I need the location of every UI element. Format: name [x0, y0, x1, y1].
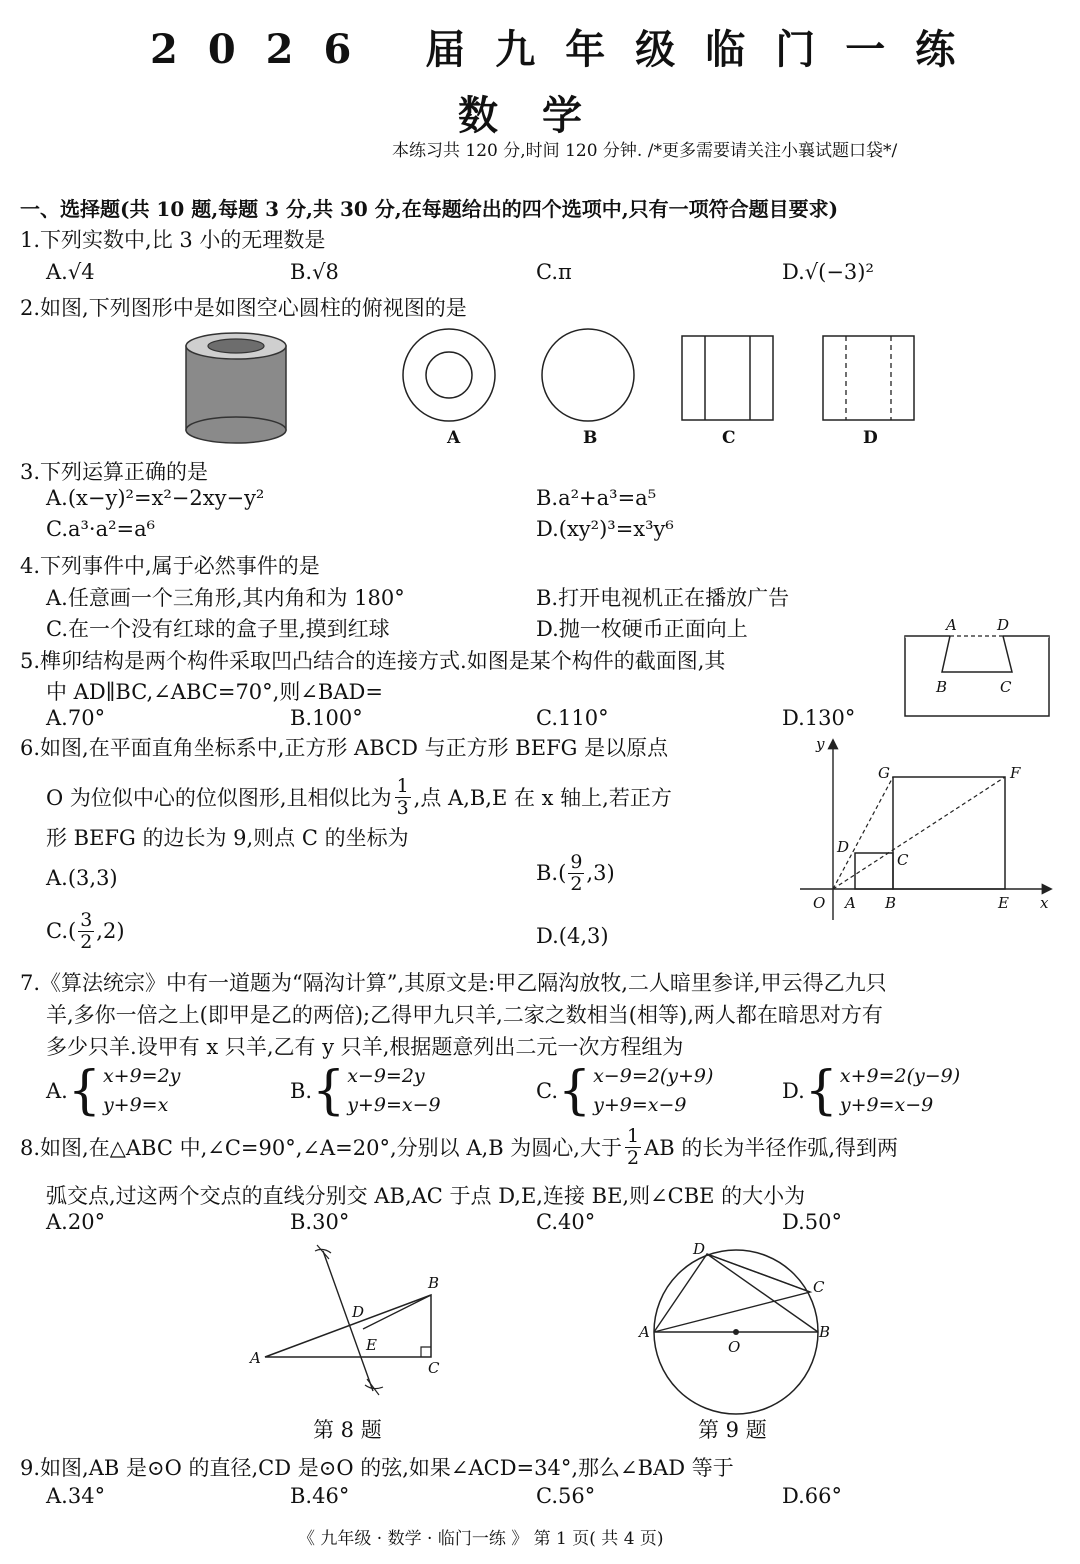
q7-option-a-brace: { [67, 1061, 101, 1121]
q6-option-c-pre: C.( [46, 919, 77, 944]
q9-circle-figure [635, 1240, 845, 1415]
q5-line2: 中 AD∥BC,∠ABC=70°,则∠BAD= [46, 680, 383, 704]
q2-figures [0, 330, 1080, 450]
q6-option-d: D.(4,3) [536, 924, 609, 948]
q5-option-d: D.130° [782, 706, 856, 730]
q7-option-a [46, 1062, 180, 1120]
q1-option-c: C.π [536, 260, 572, 284]
q6-option-b-fraction [568, 852, 584, 895]
q6-option-b-post: ,3) [586, 861, 615, 886]
q6-ratio-num: 1 [396, 775, 409, 797]
q7-c-eq2: y+9=x−9 [593, 1094, 687, 1116]
q6-label-e: E [998, 894, 1009, 912]
q6-label-c: C [897, 851, 909, 869]
q7-b-eq2: y+9=x−9 [347, 1094, 441, 1116]
q6-label-x: x [1040, 894, 1049, 912]
q6-line2 [46, 776, 672, 819]
q7-b-eq1: x−9=2y [347, 1065, 425, 1087]
q3-option-b: B.a²+a³=a⁵ [536, 486, 657, 510]
q5-label-a: A [946, 616, 957, 634]
q7-option-d-brace: { [804, 1061, 838, 1121]
q8-label-c: C [428, 1359, 440, 1377]
q2-stem: 2.如图,下列图形中是如图空心圆柱的俯视图的是 [20, 296, 467, 320]
q6-option-b-pre: B.( [536, 861, 567, 886]
q8-line2: 弧交点,过这两个交点的直线分别交 AB,AC 于点 D,E,连接 BE,则∠CBE 的大小为 [46, 1184, 806, 1208]
q8-half-den: 2 [626, 1146, 640, 1169]
option-b-circle-figure [542, 329, 634, 421]
q5-option-a: A.70° [46, 706, 106, 730]
q8-caption: 第 8 题 [313, 1418, 382, 1442]
q7-line1: 7.《算法统宗》中有一道题为“隔沟计算”,其原文是:甲乙隔沟放牧,二人暗里参详,甲云得乙九只 [20, 971, 887, 995]
q4-stem: 4.下列事件中,属于必然事件的是 [20, 554, 320, 578]
q7-option-c-system [593, 1062, 713, 1120]
q5-label-c: C [1000, 678, 1012, 696]
q6-option-b [536, 852, 615, 895]
q6-label-o: O [813, 894, 826, 912]
q7-option-d [782, 1062, 960, 1120]
q8-option-b: B.30° [290, 1210, 350, 1234]
q3-option-a: A.(x−y)²=x²−2xy−y² [46, 486, 265, 510]
q3-stem: 3.下列运算正确的是 [20, 460, 209, 484]
q4-option-d: D.抛一枚硬币正面向上 [536, 617, 748, 641]
q7-option-c [536, 1062, 713, 1120]
q2-label-b: B [583, 428, 598, 448]
q6-option-c-den: 2 [80, 930, 93, 953]
q1-option-d: D.√(−3)² [782, 260, 874, 284]
q7-option-d-label: D. [782, 1079, 805, 1103]
q6-line2-end: ,点 A,B,E 在 x 轴上,若正方 [413, 786, 672, 811]
option-a-ring-figure [403, 329, 495, 421]
q5-option-c: C.110° [536, 706, 609, 730]
q6-label-f: F [1010, 764, 1021, 782]
q8-line1-start: 8.如图,在△ABC 中,∠C=90°,∠A=20°,分别以 A,B 为圆心,大于 [20, 1136, 622, 1161]
option-d-dashed-rect-figure [823, 336, 914, 420]
q5-option-b: B.100° [290, 706, 363, 730]
subject-title: 数学 [458, 92, 626, 139]
q6-coordinate-figure [800, 735, 1060, 925]
q6-label-g: G [878, 764, 890, 782]
q1-option-b: B.√8 [290, 260, 339, 284]
q6-option-a: A.(3,3) [46, 866, 118, 890]
q9-label-a: A [639, 1323, 650, 1341]
q8-line1 [20, 1126, 898, 1169]
q6-label-a: A [845, 894, 856, 912]
q8-label-e: E [366, 1336, 377, 1354]
q1-option-a: A.√4 [46, 260, 95, 284]
exam-note: 本练习共 120 分,时间 120 分钟. /*更多需要请关注小襄试题口袋*/ [392, 141, 898, 161]
q8-line1-end: AB 的长为半径作弧,得到两 [644, 1136, 899, 1161]
q6-option-c-fraction [78, 910, 94, 953]
q9-label-c: C [813, 1278, 825, 1296]
q7-option-c-label: C. [536, 1079, 558, 1103]
q6-option-b-num: 9 [570, 851, 583, 873]
q6-ratio-fraction [395, 776, 411, 819]
q8-half-num: 1 [626, 1125, 640, 1147]
q6-label-y: y [816, 735, 825, 753]
q2-label-d: D [863, 428, 878, 448]
q9-label-d: D [693, 1240, 706, 1258]
q2-label-c: C [722, 428, 736, 448]
q9-option-a: A.34° [46, 1484, 106, 1508]
q8-label-b: B [428, 1274, 440, 1292]
q6-line3: 形 BEFG 的边长为 9,则点 C 的坐标为 [46, 826, 409, 850]
q7-option-a-system [103, 1062, 180, 1120]
q9-label-o: O [728, 1338, 741, 1356]
q6-line2-start: O 为位似中心的位似图形,且相似比为 [46, 786, 392, 811]
q9-option-c: C.56° [536, 1484, 596, 1508]
option-c-rect-figure [682, 336, 773, 420]
q7-line2: 羊,多你一倍之上(即甲是乙的两倍);乙得甲九只羊,二家之数相当(相等),两人都在暗思对方有 [46, 1003, 883, 1027]
q3-option-d: D.(xy²)³=x³y⁶ [536, 517, 674, 541]
q6-option-c [46, 910, 125, 953]
q7-a-eq2: y+9=x [102, 1094, 169, 1116]
q5-line1: 5.榫卯结构是两个构件采取凹凸结合的连接方式.如图是某个构件的截面图,其 [20, 649, 726, 673]
q7-option-b-system [347, 1062, 440, 1120]
q8-option-a: A.20° [46, 1210, 106, 1234]
q4-option-a: A.任意画一个三角形,其内角和为 180° [46, 586, 405, 610]
q7-option-b [290, 1062, 441, 1120]
page-title: 2026 届九年级临门一练 [150, 26, 986, 73]
q6-option-c-post: ,2) [96, 919, 125, 944]
q7-a-eq1: x+9=2y [102, 1065, 181, 1087]
q9-option-d: D.66° [782, 1484, 842, 1508]
q8-triangle-figure [245, 1245, 455, 1405]
q8-option-d: D.50° [782, 1210, 842, 1234]
q7-option-b-brace: { [312, 1061, 346, 1121]
q7-d-eq2: y+9=x−9 [839, 1094, 934, 1116]
q5-label-b: B [936, 678, 948, 696]
q6-label-d: D [837, 838, 850, 856]
q7-c-eq1: x−9=2(y+9) [593, 1065, 714, 1087]
q8-half-fraction [625, 1126, 641, 1169]
q6-line1: 6.如图,在平面直角坐标系中,正方形 ABCD 与正方形 BEFG 是以原点 [20, 736, 669, 760]
section-heading: 一、选择题(共 10 题,每题 3 分,共 30 分,在每题给出的四个选项中,只有一项符合题目要求) [20, 197, 839, 221]
q1-stem: 1.下列实数中,比 3 小的无理数是 [20, 228, 326, 252]
q9-label-b: B [819, 1323, 831, 1341]
q7-line3: 多少只羊.设甲有 x 只羊,乙有 y 只羊,根据题意列出二元一次方程组为 [46, 1035, 684, 1059]
q6-option-b-den: 2 [570, 872, 583, 895]
q4-option-c: C.在一个没有红球的盒子里,摸到红球 [46, 617, 390, 641]
q4-option-b: B.打开电视机正在播放广告 [536, 586, 790, 610]
q8-option-c: C.40° [536, 1210, 596, 1234]
q6-option-c-num: 3 [80, 909, 93, 931]
q6-ratio-den: 3 [396, 796, 409, 819]
q7-option-a-label: A. [46, 1079, 68, 1103]
q9-caption: 第 9 题 [698, 1418, 767, 1442]
q3-option-c: C.a³·a²=a⁶ [46, 517, 156, 541]
q5-label-d: D [997, 616, 1010, 634]
q2-label-a: A [447, 428, 461, 448]
q9-stem: 9.如图,AB 是⊙O 的直径,CD 是⊙O 的弦,如果∠ACD=34°,那么∠BAD 等于 [20, 1456, 734, 1480]
hollow-cylinder-figure [186, 333, 286, 443]
page-footer: 《 九年级 · 数学 · 临门一练 》 第 1 页( 共 4 页) [298, 1529, 664, 1549]
q8-label-d: D [352, 1303, 365, 1321]
q5-figure [900, 612, 1060, 722]
q9-option-b: B.46° [290, 1484, 350, 1508]
q8-label-a: A [250, 1349, 261, 1367]
q7-option-d-system [840, 1062, 960, 1120]
q7-option-b-label: B. [290, 1079, 313, 1103]
q7-option-c-brace: { [558, 1061, 592, 1121]
q7-d-eq1: x+9=2(y−9) [839, 1065, 961, 1087]
q6-label-b: B [885, 894, 897, 912]
